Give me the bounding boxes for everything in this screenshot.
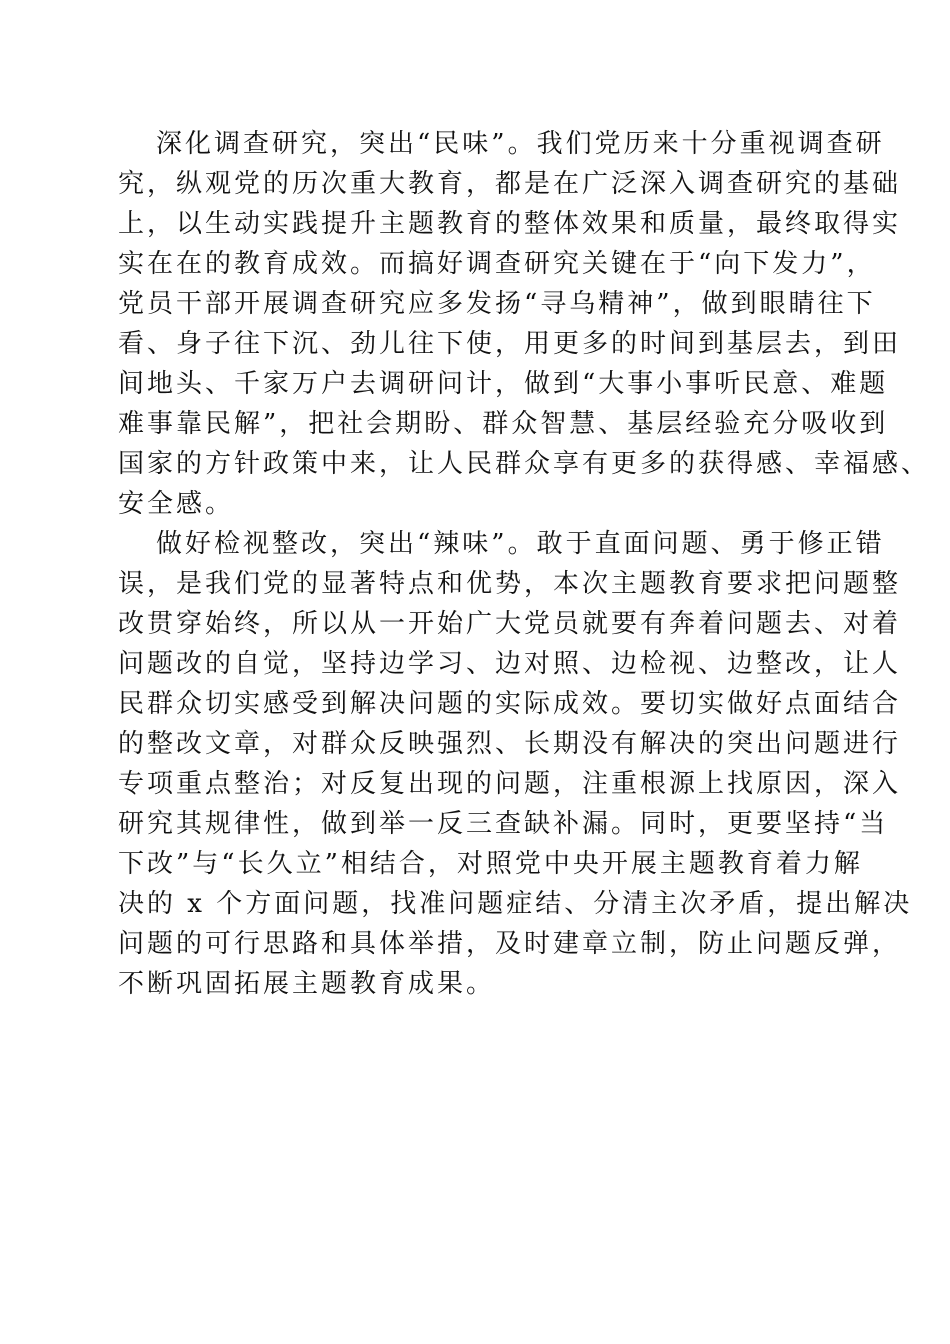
document-body xyxy=(118,124,931,1004)
paragraph-line: 难事靠民解”，把社会期盼、群众智慧、基层经验充分吸收到 xyxy=(118,409,889,439)
paragraph-line: 国家的方针政策中来，让人民群众享有更多的获得感、幸福感、 xyxy=(118,449,931,479)
paragraph-line: 下改”与“长久立”相结合，对照党中央开展主题教育着力解 xyxy=(118,849,863,879)
paragraph-line: 问题改的自觉，坚持边学习、边对照、边检视、边整改，让人 xyxy=(118,649,902,679)
paragraph-line: 研究其规律性，做到举一反三查缺补漏。同时，更要坚持“当 xyxy=(118,809,889,839)
paragraph-rectification xyxy=(118,524,913,1004)
paragraph-line: 党员干部开展调查研究应多发扬“寻乌精神”，做到眼睛往下 xyxy=(118,289,876,319)
paragraph-line: 深化调查研究，突出“民味”。我们党历来十分重视调查研 xyxy=(156,129,885,159)
paragraph-line: 专项重点整治；对反复出现的问题，注重根源上找原因，深入 xyxy=(118,769,902,799)
paragraph-line: 实在在的教育成效。而搞好调查研究关键在于“向下发力”， xyxy=(118,249,876,279)
paragraph-line: 问题的可行思路和具体举措，及时建章立制，防止问题反弹， xyxy=(118,929,902,959)
paragraph-line: 上，以生动实践提升主题教育的整体效果和质量，最终取得实 xyxy=(118,209,902,239)
paragraph-line: 安全感。 xyxy=(118,489,235,519)
paragraph-line: 民群众切实感受到解决问题的实际成效。要切实做好点面结合 xyxy=(118,689,902,719)
paragraph-line: 决的 x 个方面问题，找准问题症结、分清主次矛盾，提出解决 xyxy=(118,889,913,919)
paragraph-line: 误，是我们党的显著特点和优势，本次主题教育要求把问题整 xyxy=(118,569,902,599)
paragraph-line: 做好检视整改，突出“辣味”。敢于直面问题、勇于修正错 xyxy=(156,529,885,559)
paragraph-line: 间地头、千家万户去调研问计，做到“大事小事听民意、难题 xyxy=(118,369,889,399)
paragraph-research xyxy=(118,124,931,524)
paragraph-line: 究，纵观党的历次重大教育，都是在广泛深入调查研究的基础 xyxy=(118,169,902,199)
paragraph-line: 的整改文章，对群众反映强烈、长期没有解决的突出问题进行 xyxy=(118,729,902,759)
paragraph-line: 改贯穿始终，所以从一开始广大党员就要有奔着问题去、对着 xyxy=(118,609,902,639)
paragraph-line: 看、身子往下沉、劲儿往下使，用更多的时间到基层去，到田 xyxy=(118,329,902,359)
paragraph-line: 不断巩固拓展主题教育成果。 xyxy=(118,969,496,999)
